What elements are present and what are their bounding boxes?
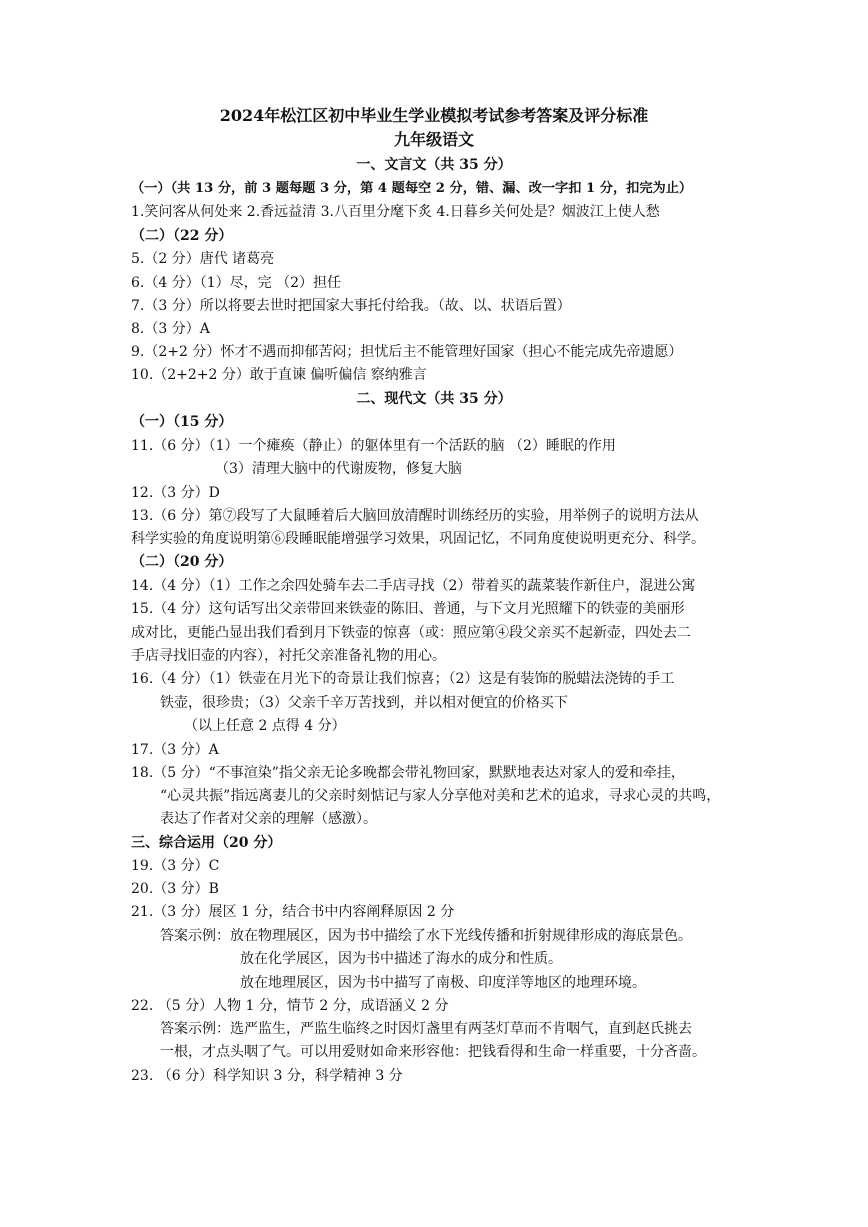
- answer-line: 16.（4 分）（1）铁壶在月光下的奇景让我们惊喜；（2）这是有装饰的脱蜡法浇铸的手工: [131, 671, 675, 687]
- answer-line: （3）清理大脑中的代谢废物，修复大脑: [215, 461, 462, 477]
- answer-line: 20.（3 分）B: [131, 881, 219, 897]
- answer-line: 答案示例：放在物理展区，因为书中描绘了水下光线传播和折射规律形成的海底景色。: [160, 928, 692, 944]
- answer-line: 22. （5 分）人物 1 分，情节 2 分，成语涵义 2 分: [131, 998, 449, 1014]
- answer-line: 答案示例：选严监生，严监生临终之时因灯盏里有两茎灯草而不肯咽气，直到赵氏挑去: [160, 1021, 692, 1037]
- answer-line: 23. （6 分）科学知识 3 分，科学精神 3 分: [131, 1068, 403, 1084]
- answer-line: 15.（4 分）这句话写出父亲带回来铁壶的陈旧、普通，与下文月光照耀下的铁壶的美丽形: [131, 601, 685, 617]
- part-heading: （二）（22 分）: [131, 228, 233, 244]
- answer-line: 13.（6 分）第⑦段写了大鼠睡着后大脑回放清醒时训练经历的实验，用举例子的说明方法从: [131, 508, 699, 524]
- document-title: 2024年松江区初中毕业生学业模拟考试参考答案及评分标准: [219, 106, 649, 125]
- answer-line: 1.笑问客从何处来 2.香远益清 3.八百里分麾下炙 4.日暮乡关何处是？烟波江上使人愁: [131, 204, 660, 220]
- answer-line: 14.（4 分）（1）工作之余四处骑车去二手店寻找（2）带着买的蔬菜装作新住户，混进公寓: [131, 578, 696, 594]
- answer-line: 18.（5 分）“不事渲染”指父亲无论多晚都会带礼物回家，默默地表达对家人的爱和牵挂，: [131, 765, 685, 781]
- answer-line: （以上任意 2 点得 4 分）: [184, 718, 346, 734]
- answer-line: 21.（3 分）展区 1 分，结合书中内容阐释原因 2 分: [131, 904, 455, 920]
- answer-line: 10.（2+2+2 分）敢于直谏 偏听偏信 察纳雅言: [131, 367, 427, 383]
- answer-line: 表达了作者对父亲的理解（感激）。: [160, 811, 377, 827]
- answer-line: 8.（3 分）A: [131, 321, 210, 337]
- answer-line: 9.（2+2 分）怀才不遇而抑郁苦闷；担忧后主不能管理好国家（担心不能完成先帝遗愿）: [131, 344, 683, 360]
- answer-line: 放在化学展区，因为书中描述了海水的成分和性质。: [240, 951, 562, 967]
- answer-line: 5.（2 分）唐代 诸葛亮: [131, 251, 275, 267]
- answer-line: 科学实验的角度说明第⑥段睡眠能增强学习效果，巩固记忆，不同角度使说明更充分、科学。: [131, 531, 705, 547]
- answer-line: 铁壶，很珍贵；（3）父亲千辛万苦找到，并以相对便宜的价格买下: [160, 695, 568, 711]
- answer-line: 11.（6 分）（1）一个瘫痪（静止）的躯体里有一个活跃的脑 （2）睡眠的作用: [131, 438, 616, 454]
- answer-line: 成对比，更能凸显出我们看到月下铁壶的惊喜（或：照应第④段父亲买不起新壶，四处去二: [131, 625, 691, 641]
- answer-line: 17.（3 分）A: [131, 742, 219, 758]
- answer-line: 放在地理展区，因为书中描写了南极、印度洋等地区的地理环境。: [240, 975, 646, 991]
- section-heading-classical: 一、文言文（共 35 分）: [356, 157, 512, 173]
- answer-line: 手店寻找旧壶的内容），衬托父亲准备礼物的用心。: [131, 648, 446, 664]
- answer-line: “心灵共振”指远离妻儿的父亲时刻惦记与家人分享他对美和艺术的追求，寻求心灵的共鸣，: [160, 788, 721, 804]
- answer-line: 6.（4 分）（1）尽，完 （2）担任: [131, 275, 341, 291]
- section-heading-comprehensive: 三、综合运用（20 分）: [131, 835, 282, 851]
- part-heading: （二）（20 分）: [131, 554, 233, 570]
- section-heading-modern: 二、现代文（共 35 分）: [356, 391, 512, 407]
- part-heading: （一）（共 13 分，前 3 题每题 3 分，第 4 题每空 2 分，错、漏、改一字扣 1 分，扣完为止）: [131, 181, 693, 196]
- document-subtitle: 九年级语文: [393, 130, 474, 149]
- answer-line: 19.（3 分）C: [131, 858, 220, 874]
- answer-line: 12.（3 分）D: [131, 485, 220, 501]
- answer-line: 一根，才点头咽了气。可以用爱财如命来形容他：把钱看得和生命一样重要，十分吝啬。: [160, 1044, 706, 1060]
- part-heading: （一）（15 分）: [131, 414, 233, 430]
- answer-line: 7.（3 分）所以将要去世时把国家大事托付给我。（故、以、状语后置）: [131, 298, 571, 314]
